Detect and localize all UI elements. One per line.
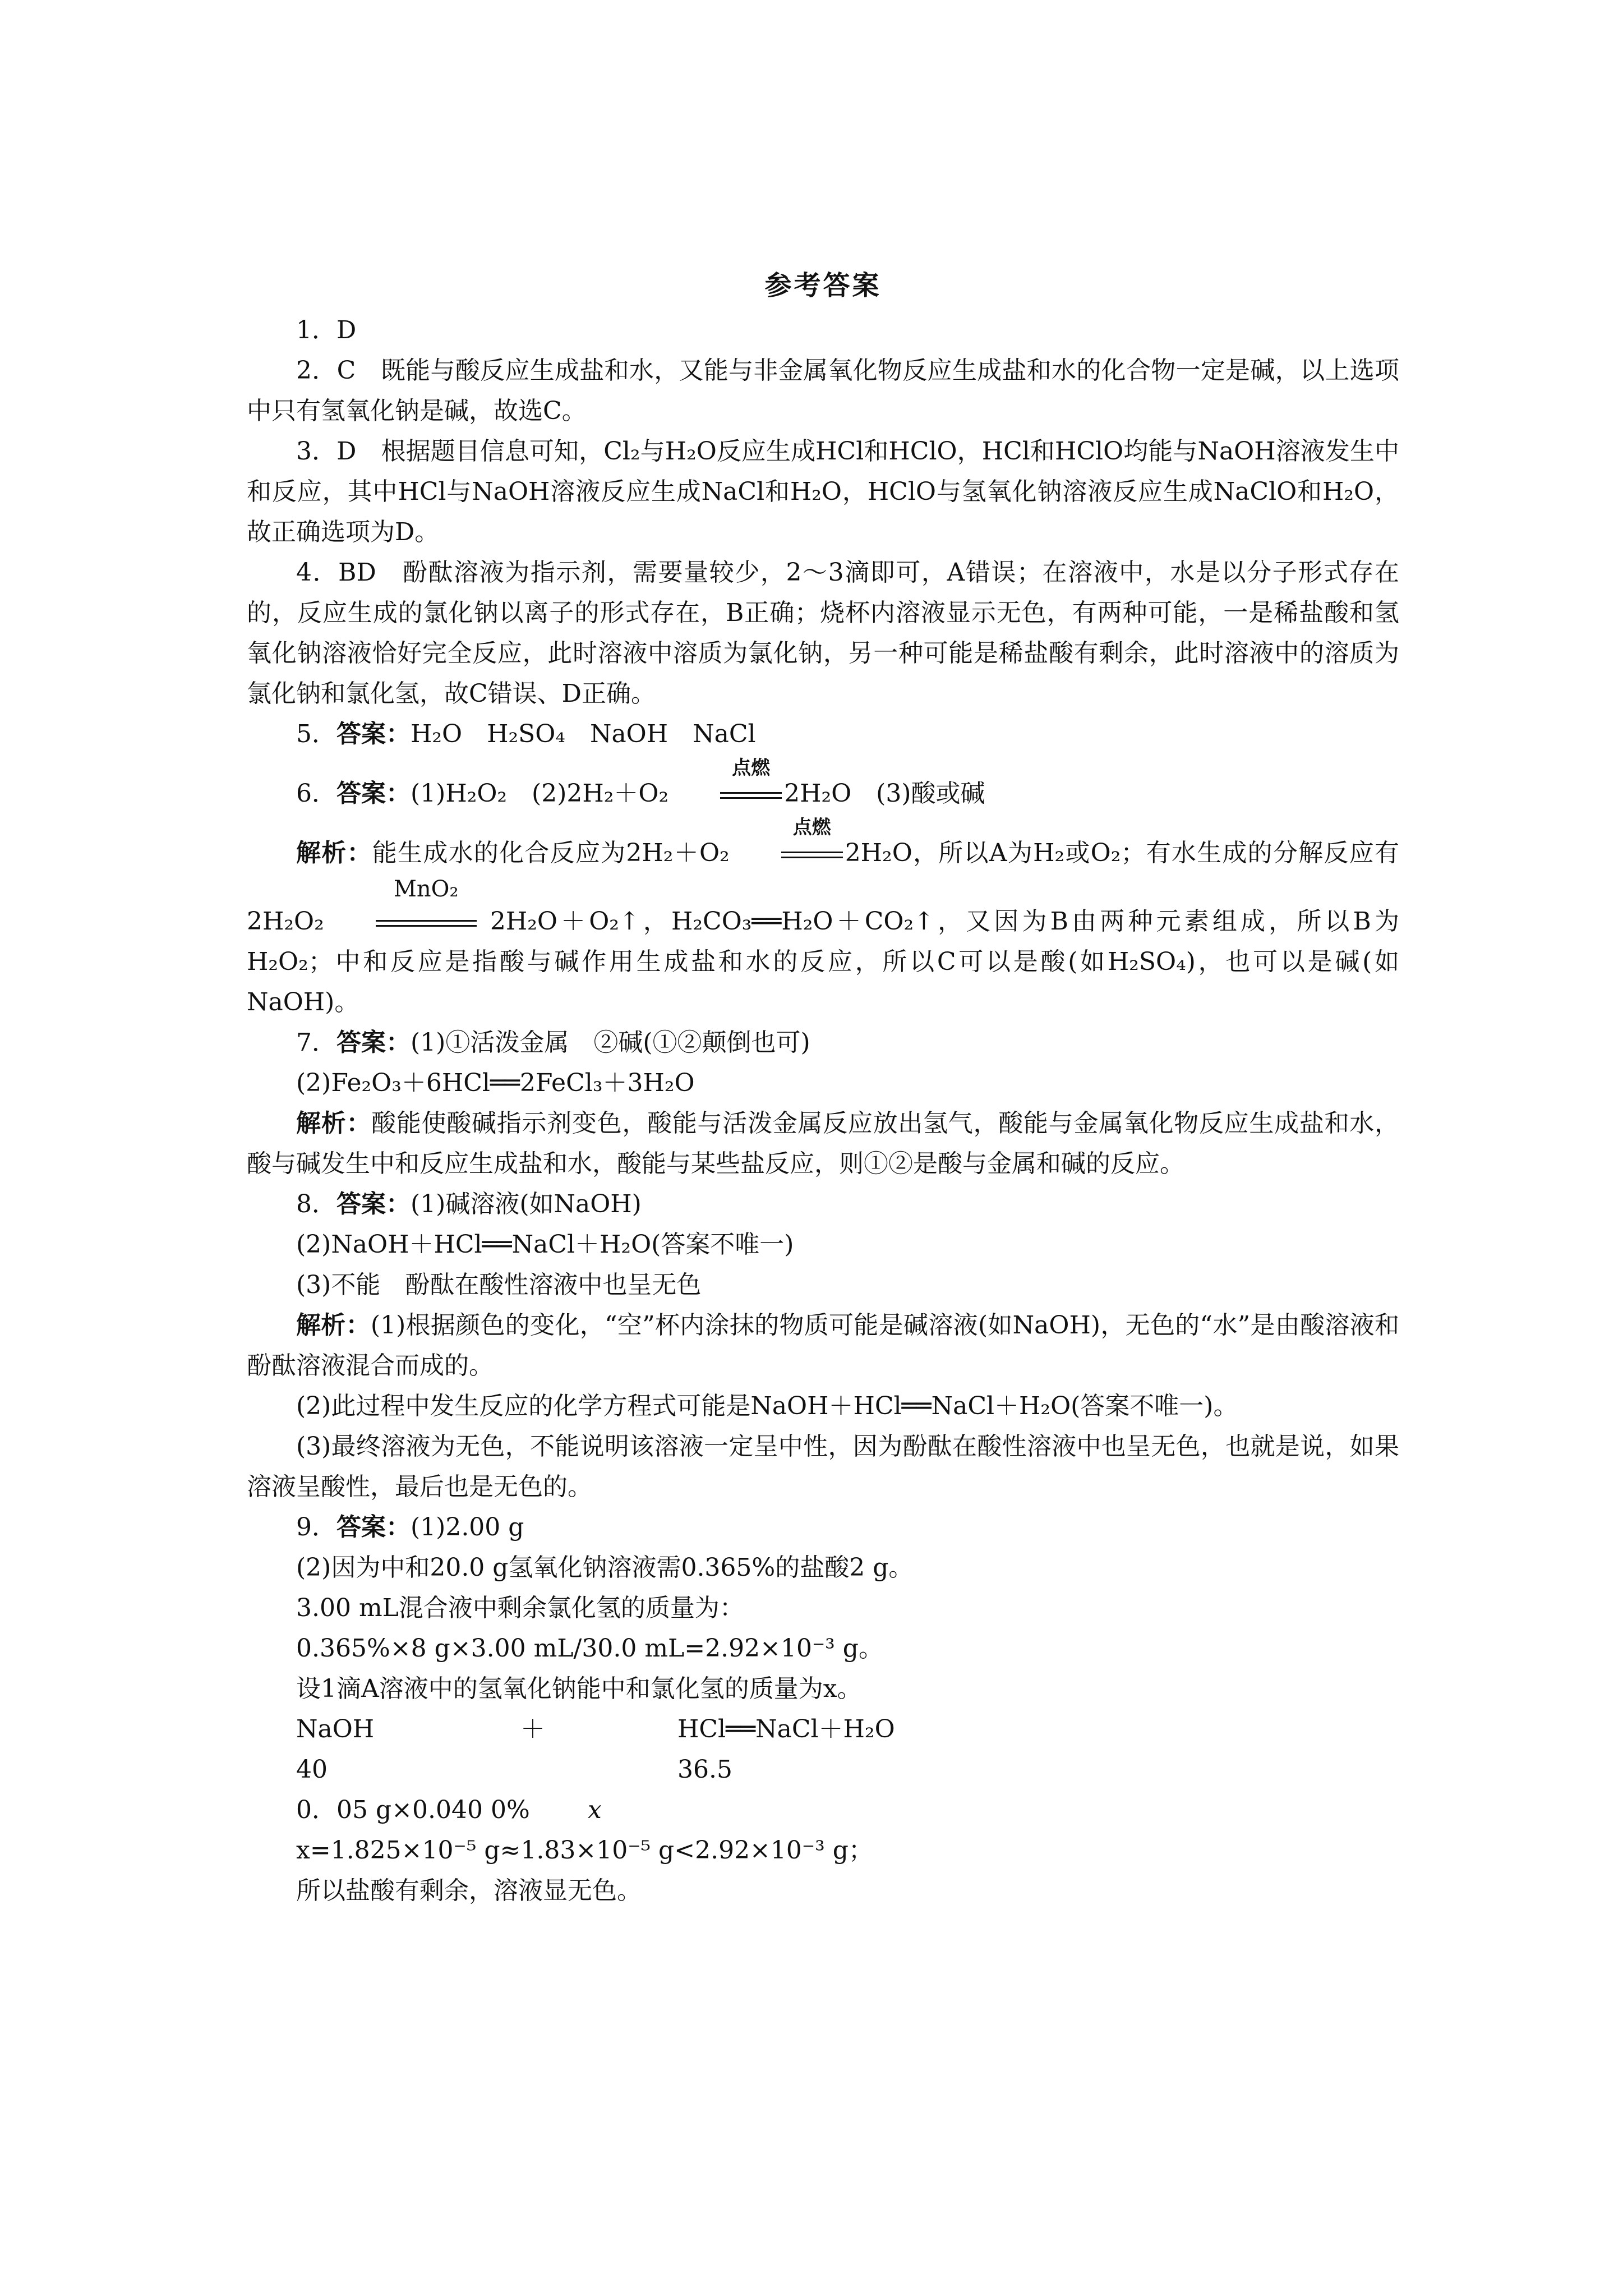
answer-5-num: 5．: [296, 720, 336, 748]
answer-9-text4: 0.365%×8 g×3.00 mL/30.0 mL=2.92×10⁻³ g。: [296, 1634, 883, 1663]
answer-8-exp1: (1)根据颜色的变化，“空”杯内涂抹的物质可能是碱溶液(如NaOH)，无色的“水”是由酸溶液和酚酞溶液混合而成的。: [247, 1311, 1399, 1380]
answer-3: 3．D 根据题目信息可知，Cl₂与H₂O反应生成HCl和HClO，HCl和HClO均能与NaOH溶液发生中和反应，其中HCl与NaOH溶液反应生成NaCl和H₂O，HClO与氢氧化钠溶液反应生成NaClO和H₂O，故正确选项为D。: [247, 437, 1399, 546]
answer-8-exp2: (2)此过程中发生反应的化学方程式可能是NaOH＋HCl══NaCl＋H₂O(答案不唯一)。: [296, 1392, 1238, 1420]
calc-r2c1: 40: [296, 1755, 328, 1784]
answer-7-label: 答案：: [336, 1028, 411, 1057]
answer-8-text2: (2)NaOH＋HCl══NaCl＋H₂O(答案不唯一): [296, 1230, 794, 1259]
answer-5-label: 答案：: [336, 720, 411, 748]
calc-r3c2: x: [588, 1796, 602, 1824]
calc-r2c3: 36.5: [677, 1755, 732, 1784]
answer-6-exp-post: 2H₂O＋O₂↑，H₂CO₃══H₂O＋CO₂↑，又因为B由两种元素组成，所以B为H₂O₂；中和反应是指酸与碱作用生成盐和水的反应，所以C可以是酸(如H₂SO₄)，也可以是碱(如NaOH)。: [247, 907, 1399, 1016]
answer-9-text7: 所以盐酸有剩余，溶液显无色。: [296, 1876, 642, 1905]
answer-9-text2: (2)因为中和20.0 g氢氧化钠溶液需0.365%的盐酸2 g。: [296, 1553, 914, 1582]
reaction-condition: 点燃: [732, 757, 771, 779]
answer-6-num: 6．: [296, 779, 336, 808]
calc-row-1: [247, 1709, 1399, 1750]
answer-8-text3: (3)不能 酚酞在酸性溶液中也呈无色: [296, 1271, 702, 1299]
answer-9-text1: (1)2.00 g: [411, 1513, 524, 1542]
answer-5-text: H₂O H₂SO₄ NaOH NaCl: [411, 720, 756, 748]
answer-1: 1．D: [296, 316, 357, 344]
calc-r3c1: 0．05 g×0.040 0%: [296, 1796, 530, 1824]
answer-7-explanation: [247, 1103, 1399, 1184]
answer-8-text1: (1)碱溶液(如NaOH): [411, 1190, 642, 1218]
answer-6-exp-label: 解析：: [296, 839, 372, 867]
answer-6-post: 2H₂O (3)酸或碱: [784, 779, 985, 808]
answer-4: 4．BD 酚酞溶液为指示剂，需要量较少，2～3滴即可，A错误；在溶液中，水是以分子形式存在的，反应生成的氯化钠以离子的形式存在，B正确；烧杯内溶液显示无色，有两种可能，一是稀盐酸和氢氧化钠溶液恰好完全反应，此时溶液中溶质为氯化钠，另一种可能是稀盐酸有剩余，此时溶液中的溶质为氯化钠和氯化氢，故C错误、D正确。: [247, 558, 1399, 708]
answer-6-exp-pre: 能生成水的化合反应为2H₂＋O₂: [372, 839, 730, 867]
answer-6-label: 答案：: [336, 779, 411, 808]
answer-6-pre: (1)H₂O₂ (2)2H₂＋O₂: [411, 779, 669, 808]
answer-9-label: 答案：: [336, 1513, 411, 1542]
answer-8-exp3: (3)最终溶液为无色，不能说明该溶液一定呈中性，因为酚酞在酸性溶液中也呈无色，也就是说，如果溶液呈酸性，最后也是无色的。: [247, 1432, 1399, 1501]
answer-6-explanation: [247, 816, 1400, 1023]
answer-8-exp-label: 解析：: [296, 1311, 371, 1340]
reaction-arrow-catalyst: [326, 876, 477, 942]
answer-7-text2: (2)Fe₂O₃＋6HCl══2FeCl₃＋3H₂O: [296, 1069, 695, 1097]
answer-5: [247, 714, 1399, 754]
answer-9-text3: 3.00 mL混合液中剩余氯化氢的质量为：: [296, 1594, 744, 1622]
answer-8: [247, 1184, 1399, 1225]
answer-2: 2．C 既能与酸反应生成盐和水，又能与非金属氧化物反应生成盐和水的化合物一定是碱，以上选项中只有氢氧化钠是碱，故选C。: [247, 356, 1399, 425]
calc-r1c1: NaOH: [296, 1715, 375, 1743]
answer-7-num: 7．: [296, 1028, 336, 1057]
calc-row-3: [247, 1790, 1399, 1830]
answer-8-label: 答案：: [336, 1190, 411, 1218]
reaction-condition-2: 点燃: [792, 816, 831, 839]
reaction-arrow-ignite-2: [732, 816, 843, 873]
answer-7-exp-label: 解析：: [296, 1109, 372, 1138]
answer-page: [247, 264, 1399, 1911]
answer-7-exp: 酸能使酸碱指示剂变色，酸能与活泼金属反应放出氢气，酸能与金属氧化物反应生成盐和水，酸与碱发生中和反应生成盐和水，酸能与某些盐反应，则①②是酸与金属和碱的反应。: [247, 1109, 1400, 1178]
page-title: 参考答案: [764, 270, 882, 301]
reaction-catalyst: MnO₂: [393, 876, 459, 902]
answer-8-explanation: [247, 1305, 1399, 1386]
answer-9-text5: 设1滴A溶液中的氢氧化钠能中和氯化氢的质量为x。: [296, 1674, 862, 1703]
calc-r1c2: ＋: [520, 1715, 545, 1743]
answer-9-text6: x=1.825×10⁻⁵ g≈1.83×10⁻⁵ g<2.92×10⁻³ g；: [296, 1836, 873, 1865]
answer-8-num: 8．: [296, 1190, 336, 1218]
answer-7: [247, 1023, 1399, 1063]
answer-9-num: 9．: [296, 1513, 336, 1542]
calc-r1c3: HCl══NaCl＋H₂O: [677, 1715, 895, 1743]
answer-7-text1: (1)①活泼金属 ②碱(①②颠倒也可): [411, 1028, 810, 1057]
answer-6-exp-mid: 2H₂O，所以A为H₂或O₂；有水生成的分解反应有2H₂O₂: [247, 839, 1400, 936]
calc-row-2: [247, 1750, 1399, 1790]
answer-9: [247, 1507, 1399, 1548]
